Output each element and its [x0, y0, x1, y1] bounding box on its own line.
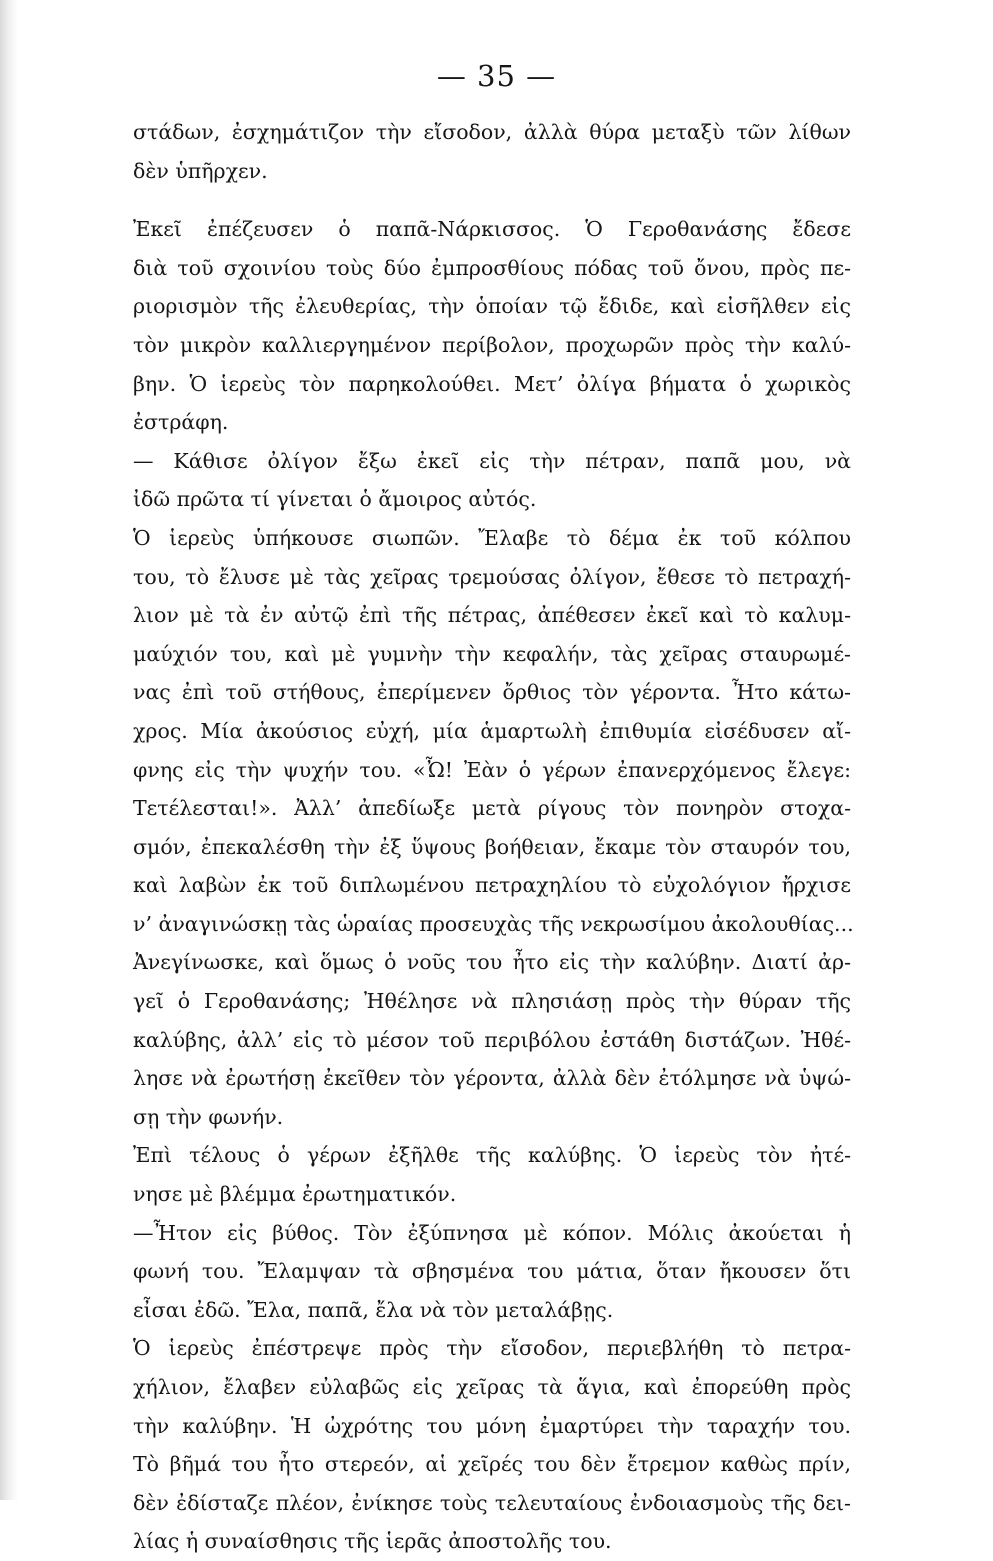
- text-line: Τὸ βῆμά του ἦτο στερεόν, αἱ χεῖρές του δὲν ἔτρεμον καθὼς πρίν,: [133, 1452, 851, 1477]
- text-line: λίας ἡ συναίσθησις τῆς ἱερᾶς ἀποστολῆς του.: [133, 1529, 612, 1554]
- text-line: φνης εἰς τὴν ψυχήν του. «Ὦ! Ἐὰν ὁ γέρων ἐπανερχόμενος ἔλεγε:: [133, 757, 851, 782]
- text-line: λιον μὲ τὰ ἐν αὐτῷ ἐπὶ τῆς πέτρας, ἀπέθεσεν ἐκεῖ καὶ τὸ καλυμ-: [133, 603, 851, 628]
- text-line: τὸν μικρὸν καλλιεργημένον περίβολον, προχωρῶν πρὸς τὴν καλύ-: [133, 332, 851, 357]
- text-line: ἰδῶ πρῶτα τί γίνεται ὁ ἄμοιρος αὐτός.: [133, 487, 537, 512]
- text-line: γεῖ ὁ Γεροθανάσης; Ἠθέλησε νὰ πλησιάσῃ πρὸς τὴν θύραν τῆς: [133, 989, 851, 1014]
- text-line: ριορισμὸν τῆς ἐλευθερίας, τὴν ὁποίαν τῷ ἔδιδε, καὶ εἰσῆλθεν εἰς: [133, 294, 851, 319]
- text-line: χρος. Μία ἀκούσιος εὐχή, μία ἁμαρτωλὴ ἐπιθυμία εἰσέδυσεν αἴ-: [133, 718, 851, 743]
- text-line: σῃ τὴν φωνήν.: [133, 1104, 284, 1129]
- page-body-text: [133, 113, 854, 1561]
- text-line: νησε μὲ βλέμμα ἐρωτηματικόν.: [133, 1182, 457, 1207]
- text-line: διὰ τοῦ σχοινίου τοὺς δύο ἐμπροσθίους πόδας τοῦ ὄνου, πρὸς πε-: [133, 255, 851, 280]
- text-line: —Ἦτον εἰς βύθος. Τὸν ἐξύπνησα μὲ κόπον. Μόλις ἀκούεται ἡ: [133, 1220, 851, 1245]
- text-line: λησε νὰ ἐρωτήσῃ ἐκεῖθεν τὸν γέροντα, ἀλλὰ δὲν ἐτόλμησε νὰ ὑψώ-: [133, 1066, 851, 1091]
- text-line: τὴν καλύβην. Ἡ ὠχρότης του μόνη ἐμαρτύρει τὴν ταραχήν του.: [133, 1413, 851, 1438]
- page-left-edge-shadow: [0, 0, 18, 1500]
- text-line: καλύβης, ἀλλ’ εἰς τὸ μέσον τοῦ περιβόλου ἐστάθη διστάζων. Ἠθέ-: [133, 1027, 851, 1052]
- text-line: Τετέλεσται!». Ἀλλ’ ἀπεδίωξε μετὰ ρίγους τὸν πονηρὸν στοχα-: [133, 796, 851, 821]
- text-line: Ὁ ἱερεὺς ἐπέστρεψε πρὸς τὴν εἴσοδον, περιεβλήθη τὸ πετρα-: [133, 1336, 851, 1361]
- text-line: δὲν ἐδίσταζε πλέον, ἐνίκησε τοὺς τελευταίους ἐνδοιασμοὺς τῆς δει-: [133, 1490, 851, 1515]
- text-line: Ἐπὶ τέλους ὁ γέρων ἐξῆλθε τῆς καλύβης. Ὁ ἱερεὺς τὸν ἠτέ-: [133, 1143, 851, 1168]
- text-line: στάδων, ἐσχημάτιζον τὴν εἴσοδον, ἀλλὰ θύρα μεταξὺ τῶν λίθων: [133, 120, 851, 144]
- text-line: μαύχιόν του, καὶ μὲ γυμνὴν τὴν κεφαλήν, τὰς χεῖρας σταυρωμέ-: [133, 641, 851, 666]
- text-line: νας ἐπὶ τοῦ στήθους, ἐπερίμενεν ὄρθιος τὸν γέροντα. Ἦτο κάτω-: [133, 680, 851, 705]
- text-line: Ἐκεῖ ἐπέζευσεν ὁ παπᾶ-Νάρκισσος. Ὁ Γεροθανάσης ἔδεσε: [133, 217, 851, 242]
- text-line: ν’ ἀναγινώσκῃ τὰς ὡραίας προσευχὰς τῆς νεκρωσίμου ἀκολουθίας...: [133, 911, 854, 936]
- text-line: σμόν, ἐπεκαλέσθη τὴν ἐξ ὕψους βοήθειαν, ἔκαμε τὸν σταυρόν του,: [133, 834, 851, 859]
- text-line: — Κάθισε ὀλίγον ἔξω ἐκεῖ εἰς τὴν πέτραν, παπᾶ μου, νὰ: [133, 448, 851, 473]
- text-line: βην. Ὁ ἱερεὺς τὸν παρηκολούθει. Μετ’ ὀλίγα βήματα ὁ χωρικὸς: [133, 371, 851, 396]
- text-line: δὲν ὑπῆρχεν.: [133, 158, 268, 183]
- text-line: εἶσαι ἐδῶ. Ἔλα, παπᾶ, ἔλα νὰ τὸν μεταλάβῃς.: [133, 1297, 614, 1322]
- text-line: Ἀνεγίνωσκε, καὶ ὅμως ὁ νοῦς του ἦτο εἰς τὴν καλύβην. Διατί ἀρ-: [133, 950, 851, 975]
- text-line: χήλιον, ἔλαβεν εὐλαβῶς εἰς χεῖρας τὰ ἅγια, καὶ ἐπορεύθη πρὸς: [133, 1375, 851, 1399]
- text-line: ἐστράφη.: [133, 410, 229, 435]
- text-line: του, τὸ ἔλυσε μὲ τὰς χεῖρας τρεμούσας ὀλίγον, ἔθεσε τὸ πετραχή-: [133, 564, 851, 589]
- text-line: φωνή του. Ἔλαμψαν τὰ σβησμένα του μάτια, ὅταν ἤκουσεν ὅτι: [133, 1259, 851, 1284]
- text-line: Ὁ ἱερεὺς ὑπήκουσε σιωπῶν. Ἔλαβε τὸ δέμα ἐκ τοῦ κόλπου: [133, 525, 851, 550]
- text-line: καὶ λαβὼν ἐκ τοῦ διπλωμένου πετραχηλίου τὸ εὐχολόγιον ἤρχισε: [133, 873, 851, 898]
- page-number: — 35 —: [436, 59, 557, 93]
